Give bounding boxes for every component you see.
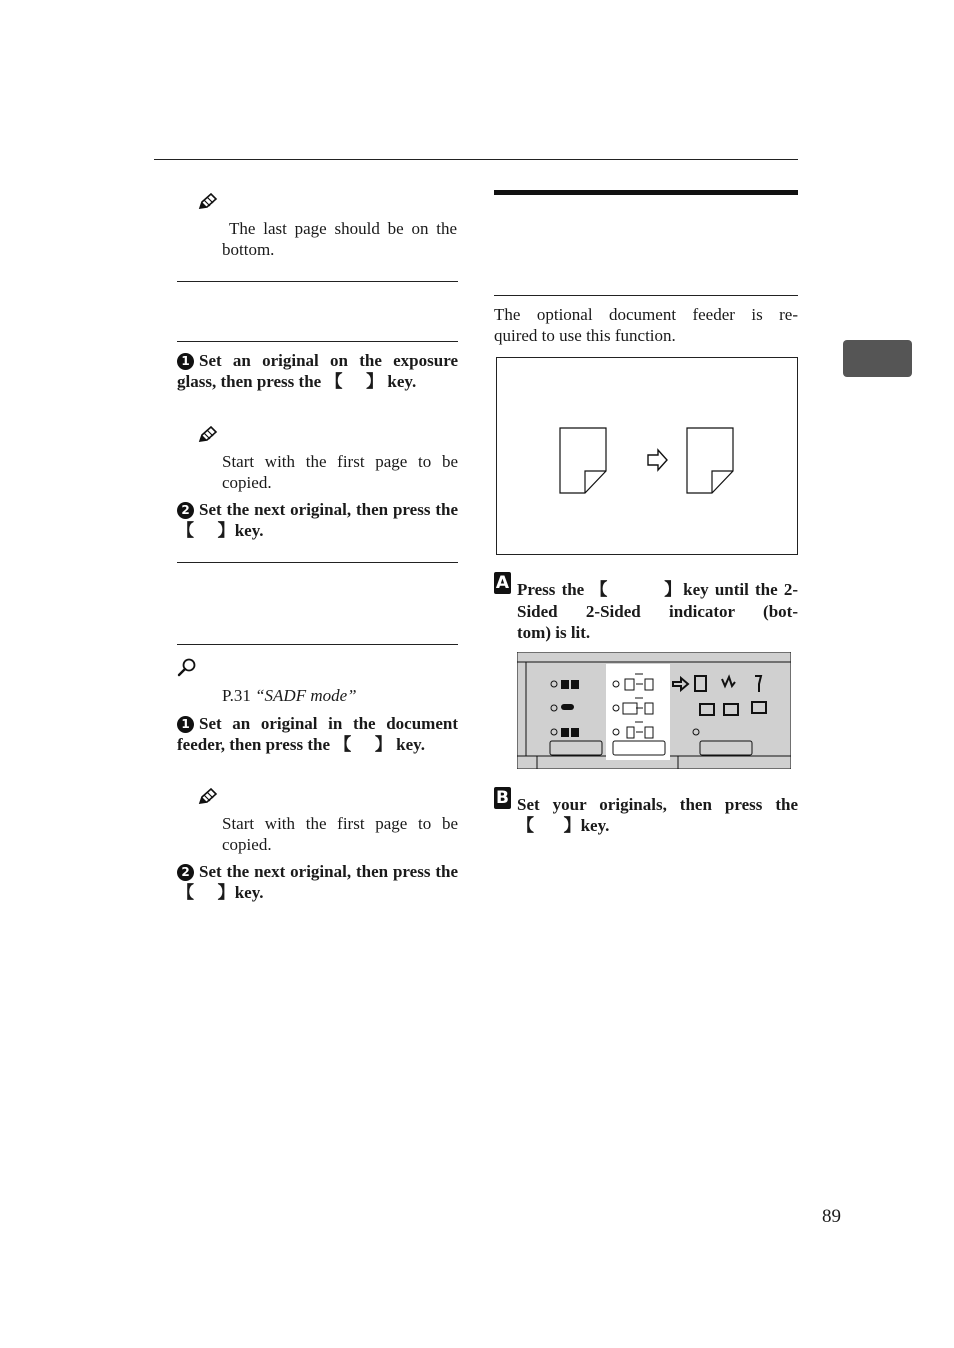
heading-bar xyxy=(494,190,798,195)
step-number: 2 xyxy=(177,502,194,519)
page-flow-illustration xyxy=(497,358,797,554)
step-text: tom) is lit. xyxy=(517,623,591,642)
step-1 xyxy=(177,713,458,756)
pencil-icon xyxy=(198,788,218,806)
header-rule xyxy=(154,159,798,160)
step-number: A xyxy=(495,573,510,593)
section-rule xyxy=(494,295,798,296)
magnifier-icon xyxy=(177,657,197,677)
step-2 xyxy=(177,499,458,542)
step-text: Sided 2-Sided indicator (bot- xyxy=(517,602,798,621)
step-number: 1 xyxy=(177,353,194,370)
section-rule xyxy=(177,281,458,282)
step-text: Press the xyxy=(517,580,585,599)
step-number: 1 xyxy=(177,716,194,733)
step-text: Set the next original, then press the xyxy=(199,500,458,519)
step-text: Set an original in the document feeder, then press the xyxy=(177,714,458,754)
step-text: Set an original on the exposure glass, then press the xyxy=(177,351,458,391)
reference-link[interactable] xyxy=(222,685,357,706)
step-text: key. xyxy=(234,521,264,540)
step-text: key. xyxy=(396,735,425,754)
step-text: key. xyxy=(234,883,264,902)
step-1 xyxy=(177,350,458,393)
pencil-icon xyxy=(198,193,218,211)
section-rule xyxy=(177,562,458,563)
step-text: key until the 2- xyxy=(683,580,798,599)
key-label: 【 】 xyxy=(177,883,235,903)
operation-panel xyxy=(517,652,791,769)
note-text: The last page should be on the bottom. xyxy=(222,219,457,259)
key-label: 【 】 xyxy=(334,735,392,755)
page-number: 89 xyxy=(822,1206,841,1227)
step-text: key. xyxy=(580,816,610,835)
duplex-diagram xyxy=(496,357,798,555)
key-label: 【 】 xyxy=(590,580,684,600)
intro-line: The optional document feeder is re- xyxy=(494,305,798,324)
step-b xyxy=(517,794,798,837)
note-text: Start with the first page to be copied. xyxy=(222,814,458,854)
reference-page: P.31 xyxy=(222,686,251,705)
chapter-tab xyxy=(843,340,912,377)
step-text: Set your originals, then press the xyxy=(517,795,798,814)
step-a xyxy=(517,579,798,643)
step-2 xyxy=(177,861,458,904)
control-panel-illustration xyxy=(517,652,791,769)
step-number: B xyxy=(494,787,511,809)
key-label: 【 】 xyxy=(177,521,235,541)
intro-text xyxy=(494,304,798,346)
intro-line: quired to use this function. xyxy=(494,326,676,345)
section-rule xyxy=(177,341,458,342)
step-number: 2 xyxy=(177,864,194,881)
reference-title: “SADF mode” xyxy=(255,686,357,705)
section-rule xyxy=(177,644,458,645)
step-text: Set the next original, then press the xyxy=(199,862,458,881)
pencil-icon xyxy=(198,426,218,444)
key-label: 【 】 xyxy=(325,372,384,392)
key-label: 【 】 xyxy=(517,816,581,836)
step-text: key. xyxy=(387,372,417,391)
note-text: Start with the first page to be copied. xyxy=(222,452,458,492)
